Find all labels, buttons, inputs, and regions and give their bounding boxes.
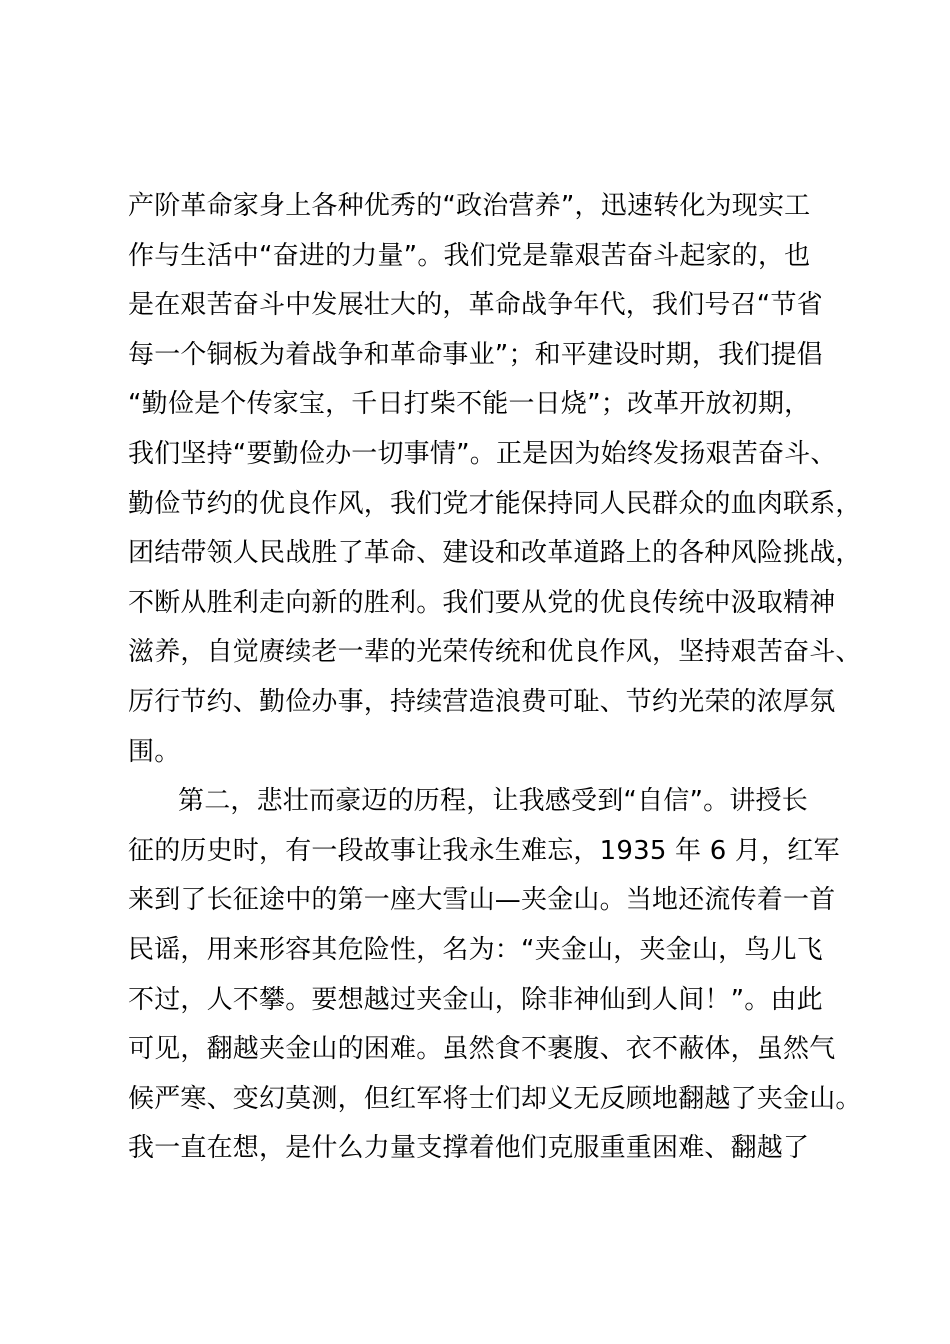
body-text <box>128 182 862 1174</box>
text-line: 是在艰苦奋斗中发展壮大的，革命战争年代，我们号召“节省 <box>128 290 823 321</box>
text-line: 可见，翻越夹金山的困难。虽然食不裹腹、衣不蔽体，虽然气 <box>128 1034 836 1065</box>
text-line: 我一直在想，是什么力量支撑着他们克服重重困难、翻越了 <box>128 1133 810 1164</box>
text-line: 围。 <box>128 736 181 767</box>
text-line: 团结带领人民战胜了革命、建设和改革道路上的各种风险挑战， <box>128 538 862 569</box>
text-line: 不过，人不攀。要想越过夹金山，除非神仙到人间！”。由此 <box>128 984 823 1015</box>
text-line: 作与生活中“奋进的力量”。我们党是靠艰苦奋斗起家的，也 <box>128 240 811 271</box>
text-line: 来到了长征途中的第一座大雪山—夹金山。当地还流传着一首 <box>128 885 836 916</box>
text-line: 每一个铜板为着战争和革命事业”；和平建设时期，我们提倡 <box>128 339 823 370</box>
text-line: 不断从胜利走向新的胜利。我们要从党的优良传统中汲取精神 <box>128 587 836 618</box>
text-line: 产阶革命家身上各种优秀的“政治营养”，迅速转化为现实工 <box>128 191 811 221</box>
text-line: “勤俭是个传家宝，千日打柴不能一日烧”；改革开放初期， <box>128 389 811 420</box>
text-line: 厉行节约、勤俭办事，持续营造浪费可耻、节约光荣的浓厚氛 <box>128 686 836 717</box>
text-line: 候严寒、变幻莫测，但红军将士们却义无反顾地翻越了夹金山。 <box>128 1083 862 1114</box>
text-line: 我们坚持“要勤俭办一切事情”。正是因为始终发扬艰苦奋斗、 <box>128 438 837 469</box>
text-line: 勤俭节约的优良作风，我们党才能保持同人民群众的血肉联系， <box>128 488 862 519</box>
text-line: 民谣，用来形容其危险性，名为：“夹金山，夹金山，鸟儿飞 <box>128 934 823 965</box>
text-line: 征的历史时，有一段故事让我永生难忘，1935 年 6 月，红军 <box>128 835 840 866</box>
text-line: 滋养，自觉赓续老一辈的光荣传统和优良作风，坚持艰苦奋斗、 <box>128 637 862 668</box>
text-line: 第二，悲壮而豪迈的历程，让我感受到“自信”。讲授长 <box>178 786 808 817</box>
